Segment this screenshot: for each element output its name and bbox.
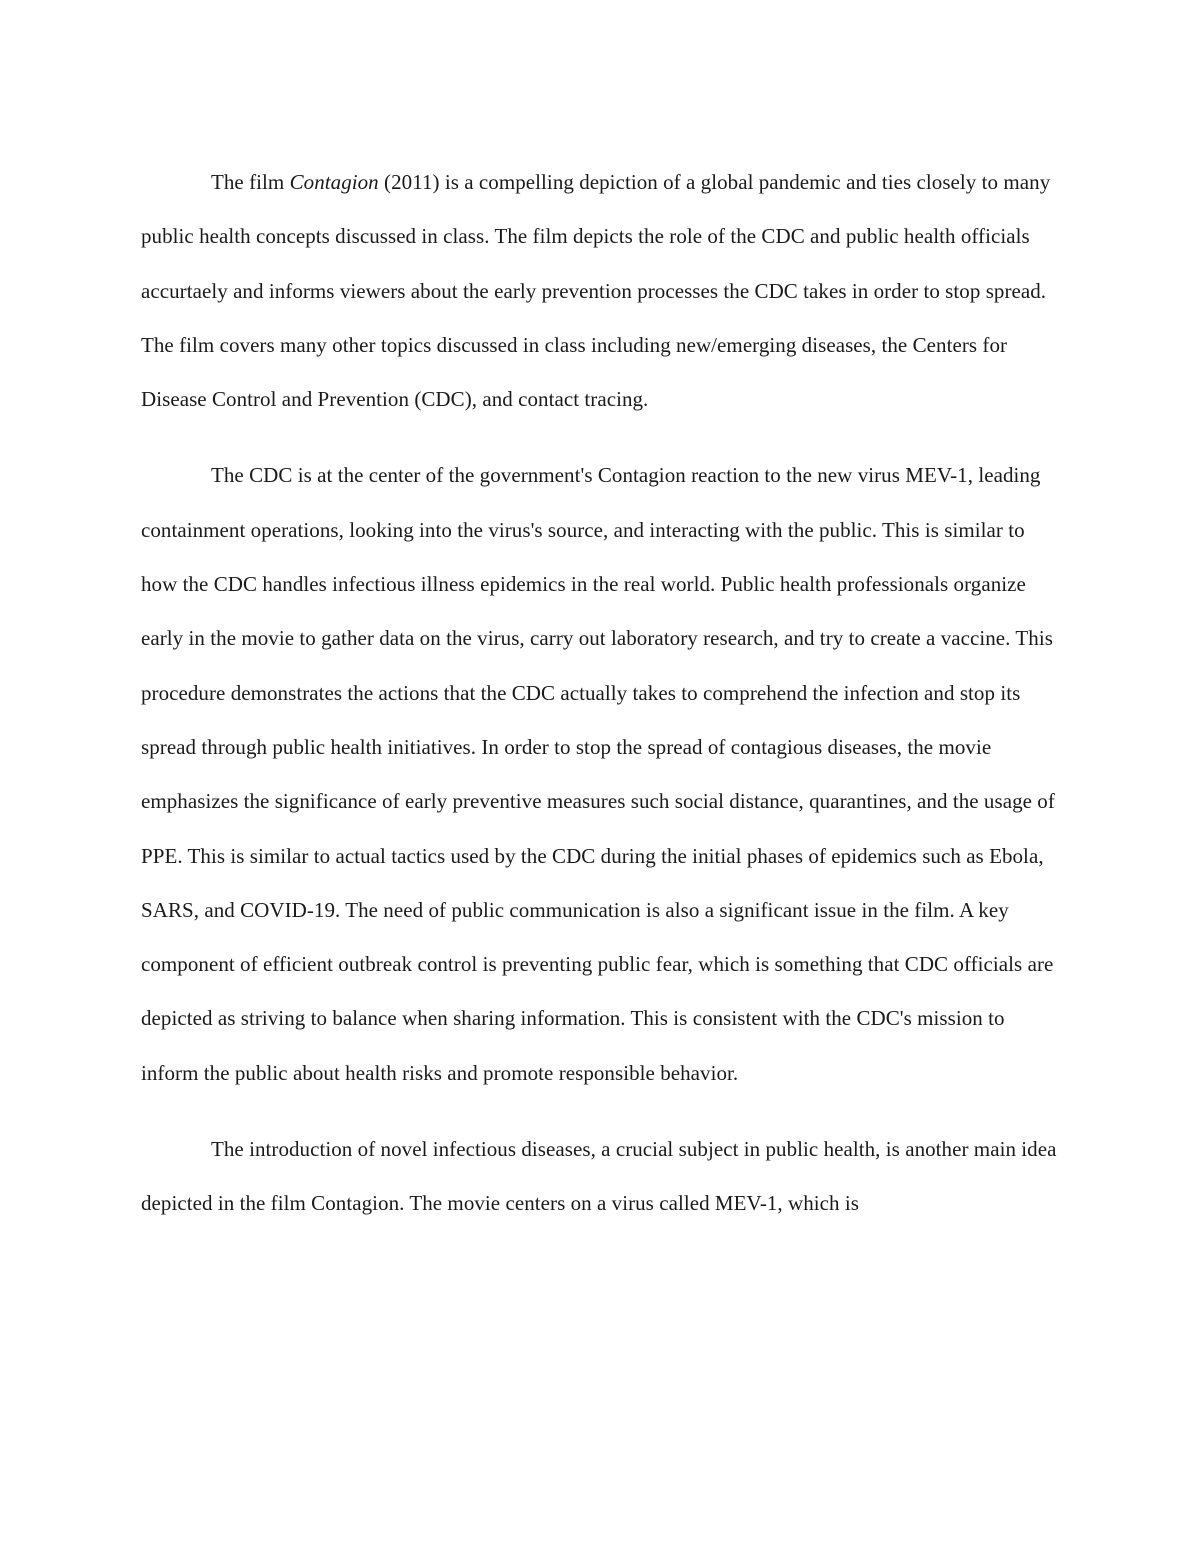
document-body xyxy=(141,155,1059,1253)
paragraph-intro-start: The film xyxy=(211,170,290,194)
paragraph-cdc-role: The CDC is at the center of the government's Contagion reaction to the new virus MEV-1, leading containment operations, looking into the virus's source, and interacting with the public. This is similar to how the CDC handles infectious illness epidemics in the real world. Public health professionals organize early in the movie to gather data on the virus, carry out laboratory research, and try to create a vaccine. This procedure demonstrates the actions that the CDC actually takes to comprehend the infection and stop its spread through public health initiatives. In order to stop the spread of contagious diseases, the movie emphasizes the significance of early preventive measures such social distance, quarantines, and the usage of PPE. This is similar to actual tactics used by the CDC during the initial phases of epidemics such as Ebola, SARS, and COVID-19. The need of public communication is also a significant issue in the film. A key component of efficient outbreak control is preventing public fear, which is something that CDC officials are depicted as striving to balance when sharing information. This is consistent with the CDC's mission to inform the public about health risks and promote responsible behavior. xyxy=(141,463,1055,1085)
paragraph-intro xyxy=(141,155,1059,426)
paragraph-novel-diseases: The introduction of novel infectious diseases, a crucial subject in public health, is another main idea depicted in the film Contagion. The movie centers on a virus called MEV-1, which is xyxy=(141,1137,1057,1216)
film-title-italic: Contagion xyxy=(289,170,379,194)
paragraph-intro-rest: (2011) is a compelling depiction of a global pandemic and ties closely to many public health concepts discussed in class. The film depicts the role of the CDC and public health officials accurtaely and informs viewers about the early prevention processes the CDC takes in order to stop spread. The film covers many other topics discussed in class including new/emerging diseases, the Centers for Disease Control and Prevention (CDC), and contact tracing. xyxy=(141,170,1051,412)
